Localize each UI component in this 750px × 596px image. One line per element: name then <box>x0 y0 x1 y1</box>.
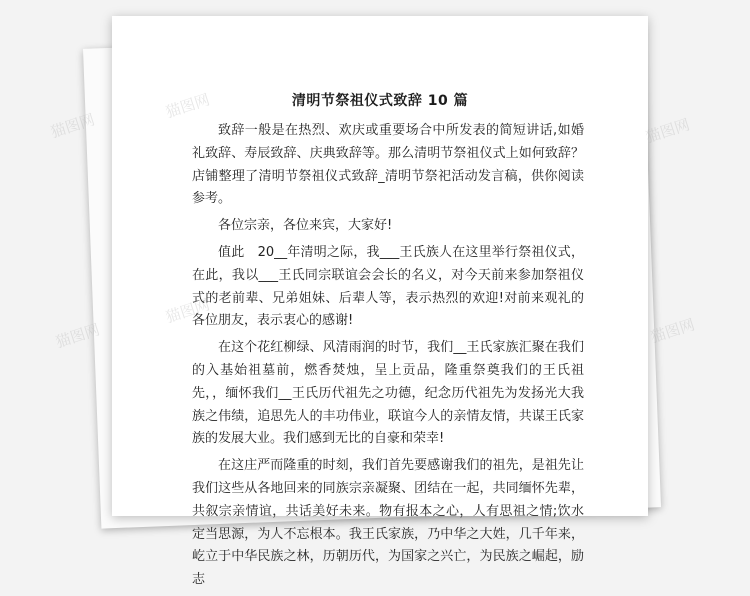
watermark: 猫图网 <box>648 315 697 347</box>
document-title: 清明节祭祖仪式致辞 10 篇 <box>291 93 469 109</box>
paragraph-gratitude: 在这庄严而隆重的时刻，我们首先要感谢我们的祖先，是祖先让我们这些从各地回来的同族宗亲凝聚、团结在一起，共同缅怀先辈，共叙宗亲情谊，共话美好未来。物有报本之心，人有思祖之情;饮水定当思源，为人不忘根本。我王氏家族，乃中华之大姓，几千年来，屹立于中华民族之林，历朝历代，为国家之兴亡，为民族之崛起，励志 <box>192 458 584 588</box>
paragraph-intro: 致辞一般是在热烈、欢庆或重要场合中所发表的简短讲话,如婚礼致辞、寿辰致辞、庆典致辞等。那么清明节祭祖仪式上如何致辞？店铺整理了清明节祭祖仪式致辞_清明节祭祀活动发言稿，供你阅读参考。 <box>192 123 584 207</box>
paragraph-welcome: 值此 20__年清明之际，我___王氏族人在这里举行祭祖仪式，在此，我以___王氏同宗联谊会会长的名义，对今天前来参加祭祖仪式的老前辈、兄弟姐妹、后辈人等，表示热烈的欢迎!对前来观礼的各位朋友，表示衷心的感谢! <box>192 244 584 329</box>
watermark: 猫图网 <box>53 320 102 352</box>
document-page <box>112 16 648 588</box>
watermark: 猫图网 <box>48 110 97 142</box>
paragraph-ceremony: 在这个花红柳绿、风清雨润的时节，我们__王氏家族汇聚在我们的入基始祖墓前，燃香焚烛，呈上贡品，隆重祭奠我们的王氏祖先，，缅怀我们__王氏历代祖先之功德，纪念历代祖先为发扬光大我族之伟绩，追思先人的丰功伟业，联谊今人的亲情友情，共谋王氏家族的发展大业。我们感到无比的自豪和荣幸! <box>192 340 584 447</box>
watermark: 猫图网 <box>163 90 212 122</box>
watermark: 猫图网 <box>163 295 212 327</box>
paragraph-greeting: 各位宗亲，各位来宾，大家好! <box>218 218 393 234</box>
watermark: 猫图网 <box>643 115 692 147</box>
document-body <box>192 120 584 596</box>
